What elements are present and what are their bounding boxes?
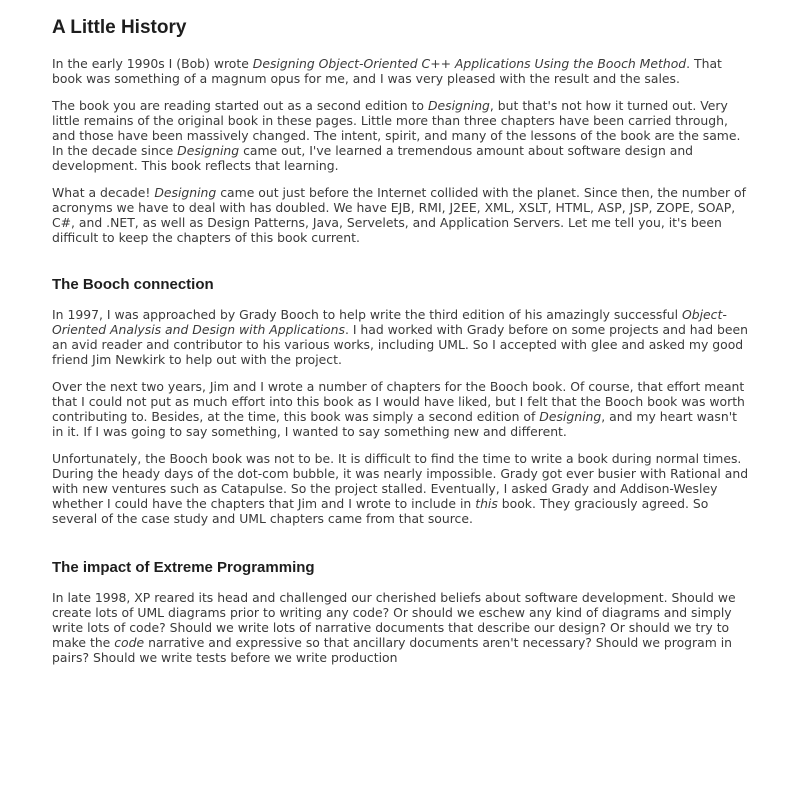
emphasized-text: Designing	[177, 143, 240, 158]
intro-section	[52, 56, 752, 245]
booch-section	[52, 275, 752, 526]
text-run: Unfortunately, the Booch book was not to be. It is difficult to find the time to write a book during normal times. During the heady days of the dot-com bubble, it was nearly impossible. Grady got ever busier with Rational and with new ventures such as Catapulse. So the project stalled. Eventually, I asked Grady and Addison-Wesley whether I could have the chapters that Jim and I wrote to include in	[52, 451, 749, 511]
section-heading-booch: The Booch connection	[52, 276, 214, 293]
text-run: The book you are reading started out as a second edition to	[52, 98, 428, 113]
text-run: In late 1998, XP reared its head and challenged our cherished beliefs about software development. Should we create lots of UML diagrams prior to writing any code? Or should we eschew any kind of diagrams and simply write lots of code? Should we write lots of narrative documents that describe our design? Or should we try to make the	[52, 590, 736, 650]
text-run: . That book was something of a magnum opus for me, and I was very pleased with the result and the sales.	[52, 56, 722, 86]
text-run: came out, I've learned a tremendous amount about software design and development. This book reflects that learning.	[52, 143, 694, 173]
intro-paragraph-1	[52, 56, 752, 86]
section-heading-xp: The impact of Extreme Programming	[52, 559, 315, 576]
booch-paragraph-2	[52, 379, 752, 439]
text-run: In the early 1990s I (Bob) wrote	[52, 56, 253, 71]
emphasized-text: this	[475, 496, 498, 511]
text-run: In 1997, I was approached by Grady Booch to help write the third edition of his amazingly successful	[52, 307, 682, 322]
intro-paragraph-3	[52, 185, 752, 245]
text-run: What a decade!	[52, 185, 155, 200]
emphasized-text: Designing	[427, 98, 490, 113]
booch-paragraph-3	[52, 451, 752, 526]
emphasized-text: Designing	[539, 409, 602, 424]
emphasized-text: Designing Object-Oriented C++ Applications Using the Booch Method	[252, 56, 687, 71]
intro-paragraph-2	[52, 98, 752, 173]
text-run: came out just before the Internet collided with the planet. Since then, the number of acronyms we have to deal with has doubled. We have EJB, RMI, J2EE, XML, XSLT, HTML, ASP, JSP, ZOPE, SOAP, C#, and .NET, as well as Design Patterns, Java, Servelets, and Application Servers. Let me tell you, it's been difficult to keep the chapters of this book current.	[52, 185, 746, 245]
text-run: book. They graciously agreed. So several of the case study and UML chapters came from that source.	[52, 496, 709, 526]
document-content	[52, 14, 752, 677]
text-run: , but that's not how it turned out. Very little remains of the original book in these pages. Little more than three chapters have been carried through, and those have been massively changed. The intent, spirit, and many of the lessons of the book are the same. In the decade since	[52, 98, 741, 158]
booch-paragraph-1	[52, 307, 752, 367]
text-run: . I had worked with Grady before on some projects and had been an avid reader and contributor to his various works, including UML. So I accepted with glee and asked my good friend Jim Newkirk to help out with the project.	[52, 322, 748, 367]
xp-paragraph-1	[52, 590, 752, 665]
text-run: , and my heart wasn't in it. If I was going to say something, I wanted to say something new and different.	[52, 409, 737, 439]
text-run: Over the next two years, Jim and I wrote a number of chapters for the Booch book. Of course, that effort meant that I could not put as much effort into this book as I would have liked, but I felt that the Booch book was worth contributing to. Besides, at the time, this book was simply a second edition of	[52, 379, 745, 424]
text-run: narrative and expressive so that ancillary documents aren't necessary? Should we program in pairs? Should we write tests before we write production	[52, 635, 733, 665]
emphasized-text: Object-Oriented Analysis and Design with Applications	[52, 307, 727, 337]
page-title: A Little History	[52, 17, 187, 38]
emphasized-text: code	[114, 635, 145, 650]
xp-section	[52, 558, 752, 665]
emphasized-text: Designing	[154, 185, 217, 200]
